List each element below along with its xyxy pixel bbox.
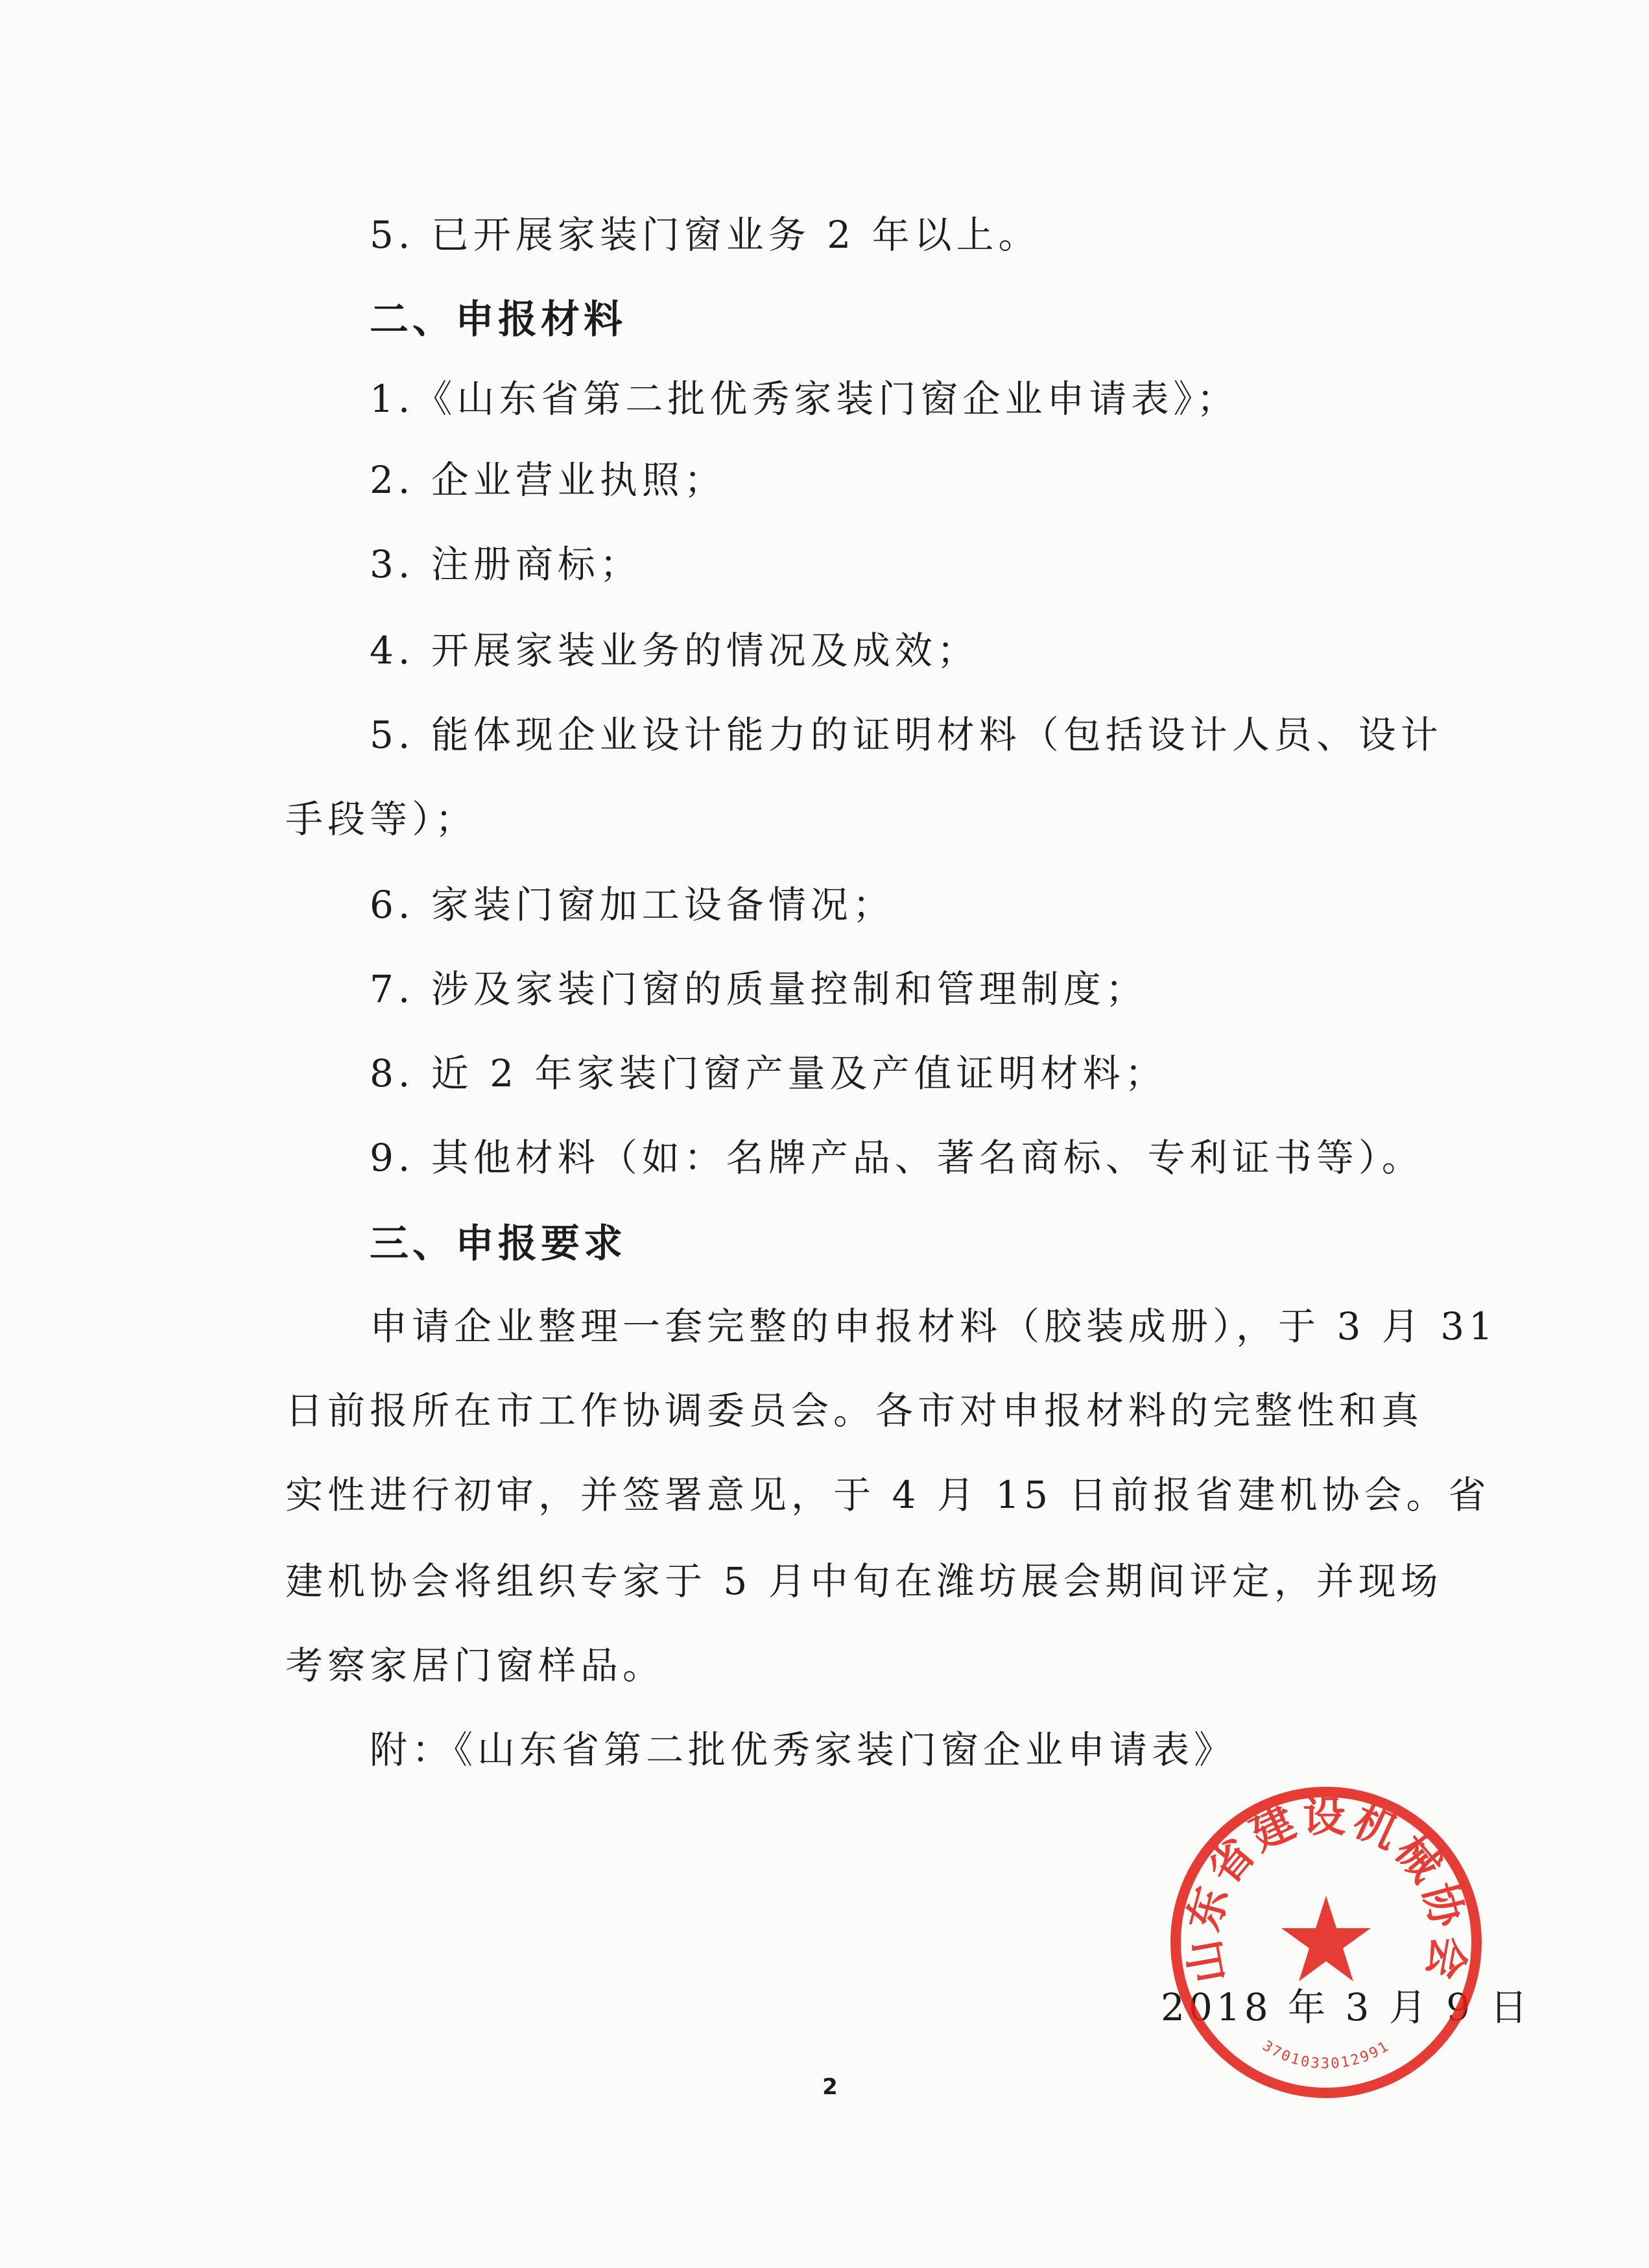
list-item: 6. 家装门窗加工设备情况； [370,883,895,927]
list-item: 1.《山东省第二批优秀家装门窗企业申请表》； [370,377,1239,421]
list-item: 3. 注册商标； [370,542,642,586]
attachment-line: 附：《山东省第二批优秀家装门窗企业申请表》 [370,1728,1237,1772]
section-heading-requirements: 三、申报要求 [370,1221,626,1267]
page-number: 2 [822,2074,838,2100]
list-item: 5. 能体现企业设计能力的证明材料（包括设计人员、设计 [370,713,1443,757]
section-heading-materials: 二、申报材料 [370,297,626,342]
list-item-continuation: 手段等）； [285,797,478,841]
list-item: 4. 开展家装业务的情况及成效； [370,628,979,673]
paragraph-line: 申请企业整理一套完整的申报材料（胶装成册），于 3 月 31 [370,1304,1498,1348]
document-date: 2018 年 3 月 9 日 [1161,1985,1532,2029]
official-seal [1164,1780,1488,2105]
paragraph-line: 实性进行初审，并签署意见，于 4 月 15 日前报省建机协会。省 [285,1473,1491,1517]
svg-text:3701033012991: 3701033012991 [1259,2038,1393,2073]
paragraph-line: 考察家居门窗样品。 [285,1643,665,1688]
body-line: 5. 已开展家装门窗业务 2 年以上。 [370,213,1041,257]
svg-text:山东省建设机械协会: 山东省建设机械协会 [1178,1791,1475,1987]
list-item: 8. 近 2 年家装门窗产量及产值证明材料； [370,1051,1167,1095]
list-item: 9. 其他材料（如：名牌产品、著名商标、专利证书等）。 [370,1136,1424,1180]
list-item: 2. 企业营业执照； [370,458,726,502]
paragraph-line: 建机协会将组织专家于 5 月中旬在潍坊展会期间评定，并现场 [285,1559,1443,1603]
list-item: 7. 涉及家装门窗的质量控制和管理制度； [370,967,1148,1011]
paragraph-line: 日前报所在市工作协调委员会。各市对申报材料的完整性和真 [285,1389,1424,1433]
